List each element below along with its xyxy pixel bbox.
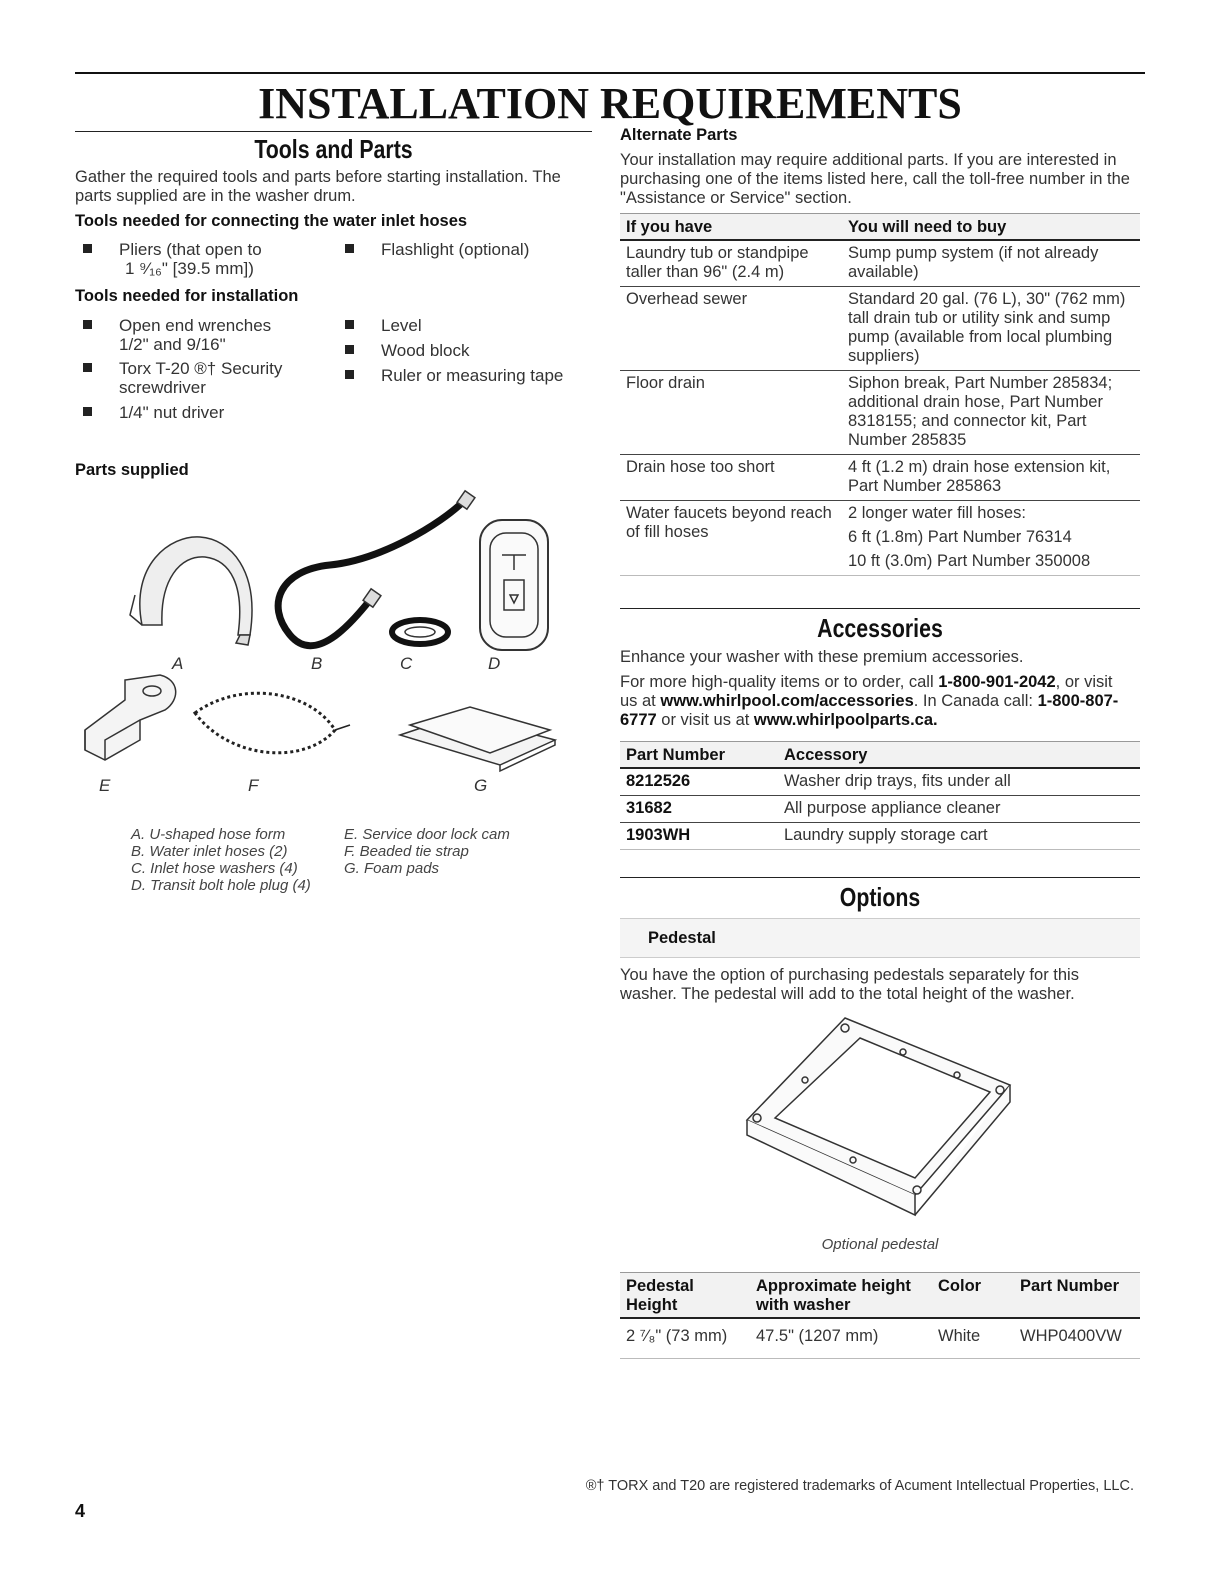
phone-canada[interactable]: 1-800-807-6777 (620, 692, 1119, 729)
parts-captions-right: E. Service door lock cam F. Beaded tie strap G. Foam pads (344, 826, 510, 877)
label-b: B (311, 654, 323, 673)
col-part-number: Part Number (626, 746, 726, 764)
label-c: C (400, 654, 413, 673)
parts-captions-left: A. U-shaped hose form B. Water inlet hoses (2) C. Inlet hose washers (4) D. Transit bolt hole plug (4) (131, 826, 311, 894)
accessories-rule (620, 608, 1140, 609)
page-title: INSTALLATION REQUIREMENTS (258, 79, 962, 128)
options-heading: Options (839, 882, 921, 912)
tool-wrenches: Open end wrenches 1/2" and 9/16" (119, 316, 319, 354)
hose-form-icon (130, 537, 252, 645)
water-tools-heading: Tools needed for connecting the water inlet hoses (75, 212, 468, 230)
col-if-you-have: If you have (626, 218, 713, 236)
alternate-parts-heading: Alternate Parts (620, 126, 738, 144)
accessories-order-text: For more high-quality items or to order, call 1-800-901-2042, or visit us at www.whirlpool.com/accessories. In Canada call: 1-800-807-6777 or visit us at www.whirlpoolparts.ca. (620, 673, 1119, 729)
install-tools-heading: Tools needed for installation (75, 287, 299, 305)
col-accessory: Accessory (784, 746, 868, 764)
pedestal-subheading-bar (620, 918, 1140, 958)
foam-pads-icon (400, 707, 555, 771)
pedestal-table (620, 1272, 1140, 1359)
tool-level: Level (381, 316, 422, 335)
parts-supplied-heading: Parts supplied (75, 461, 189, 479)
accessories-intro: Enhance your washer with these premium accessories. (620, 648, 1024, 666)
transit-plug-icon (480, 520, 548, 650)
table-row: Floor drain Siphon break, Part Number 285834; additional drain hose, Part Number 8318155; and connector kit, Part Number 285835 (620, 371, 1140, 455)
pedestal-icon (747, 1018, 1010, 1215)
trademark-note: ®† TORX and T20 are registered trademarks of Acument Intellectual Properties, LLC. (585, 1478, 1134, 1494)
accessories-link[interactable]: www.whirlpool.com/accessories (660, 692, 914, 710)
pedestal-illustration (735, 1010, 1025, 1225)
inlet-hose-icon (278, 491, 475, 646)
lock-cam-icon (85, 675, 176, 760)
label-e: E (99, 776, 111, 795)
col-you-need: You will need to buy (848, 218, 1007, 236)
label-f: F (248, 776, 259, 795)
tools-heading: Tools and Parts (254, 134, 413, 164)
col-part-number: Part Number (1020, 1277, 1120, 1295)
phone-us[interactable]: 1-800-901-2042 (938, 673, 1056, 691)
table-row: Overhead sewer Standard 20 gal. (76 L), 30" (762 mm) tall drain tub or utility sink and sump pump (available from local plumbing suppliers) (620, 287, 1140, 371)
label-a: A (172, 654, 184, 673)
hose-washer-icon (392, 620, 448, 644)
tool-pliers: Pliers (that open to 1 ⁹⁄₁₆" [39.5 mm]) (119, 240, 319, 278)
alternate-parts-table (620, 213, 1140, 576)
label-d: D (488, 654, 501, 673)
col-color: Color (938, 1277, 982, 1295)
pedestal-intro: You have the option of purchasing pedestals separately for this washer. The pedestal will add to the total height of the washer. (620, 966, 1079, 1003)
accessories-heading: Accessories (817, 613, 943, 643)
table-row: Laundry tub or standpipe taller than 96" (2.4 m) Sump pump system (if not already available) (620, 240, 1140, 287)
tool-ruler: Ruler or measuring tape (381, 366, 564, 385)
options-rule (620, 877, 1140, 878)
alternate-parts-intro: Your installation may require additional parts. If you are interested in purchasing one of the items listed here, call the toll-free number in the "Assistance or Service" section. (620, 151, 1130, 207)
canada-parts-link[interactable]: www.whirlpoolparts.ca. (753, 711, 938, 729)
accessories-table (620, 741, 1140, 850)
table-row: 31682 All purpose appliance cleaner (620, 796, 1140, 823)
table-row: 1903WH Laundry supply storage cart (620, 823, 1140, 850)
table-row: Water faucets beyond reach of fill hoses 2 longer water fill hoses: 6 ft (1.8m) Part Number 76314 10 ft (3.0m) Part Number 350008 (620, 501, 1140, 576)
page-number: 4 (75, 1501, 86, 1521)
table-row: 8212526 Washer drip trays, fits under all (620, 768, 1140, 796)
col-pedestal-height: Pedestal Height (626, 1277, 694, 1314)
col-approx-height: Approximate height with washer (756, 1277, 911, 1314)
table-row: 2 ⁷⁄₈" (73 mm) 47.5" (1207 mm) White WHP0400VW (620, 1318, 1140, 1359)
table-row: Drain hose too short 4 ft (1.2 m) drain hose extension kit, Part Number 285863 (620, 455, 1140, 501)
tools-rule (75, 131, 592, 132)
tools-intro: Gather the required tools and parts before starting installation. The parts supplied are in the washer drum. (75, 168, 561, 205)
pedestal-caption: Optional pedestal (821, 1236, 939, 1253)
tool-torx: Torx T-20 ®† Security screwdriver (119, 359, 319, 397)
tie-strap-icon (195, 693, 350, 753)
label-g: G (474, 776, 488, 795)
tool-nut-driver: 1/4" nut driver (119, 403, 225, 422)
top-rule (75, 72, 1145, 74)
tool-wood-block: Wood block (381, 341, 470, 360)
pedestal-subheading: Pedestal (648, 929, 716, 947)
tool-flashlight: Flashlight (optional) (381, 240, 530, 259)
parts-illustration (80, 485, 580, 805)
